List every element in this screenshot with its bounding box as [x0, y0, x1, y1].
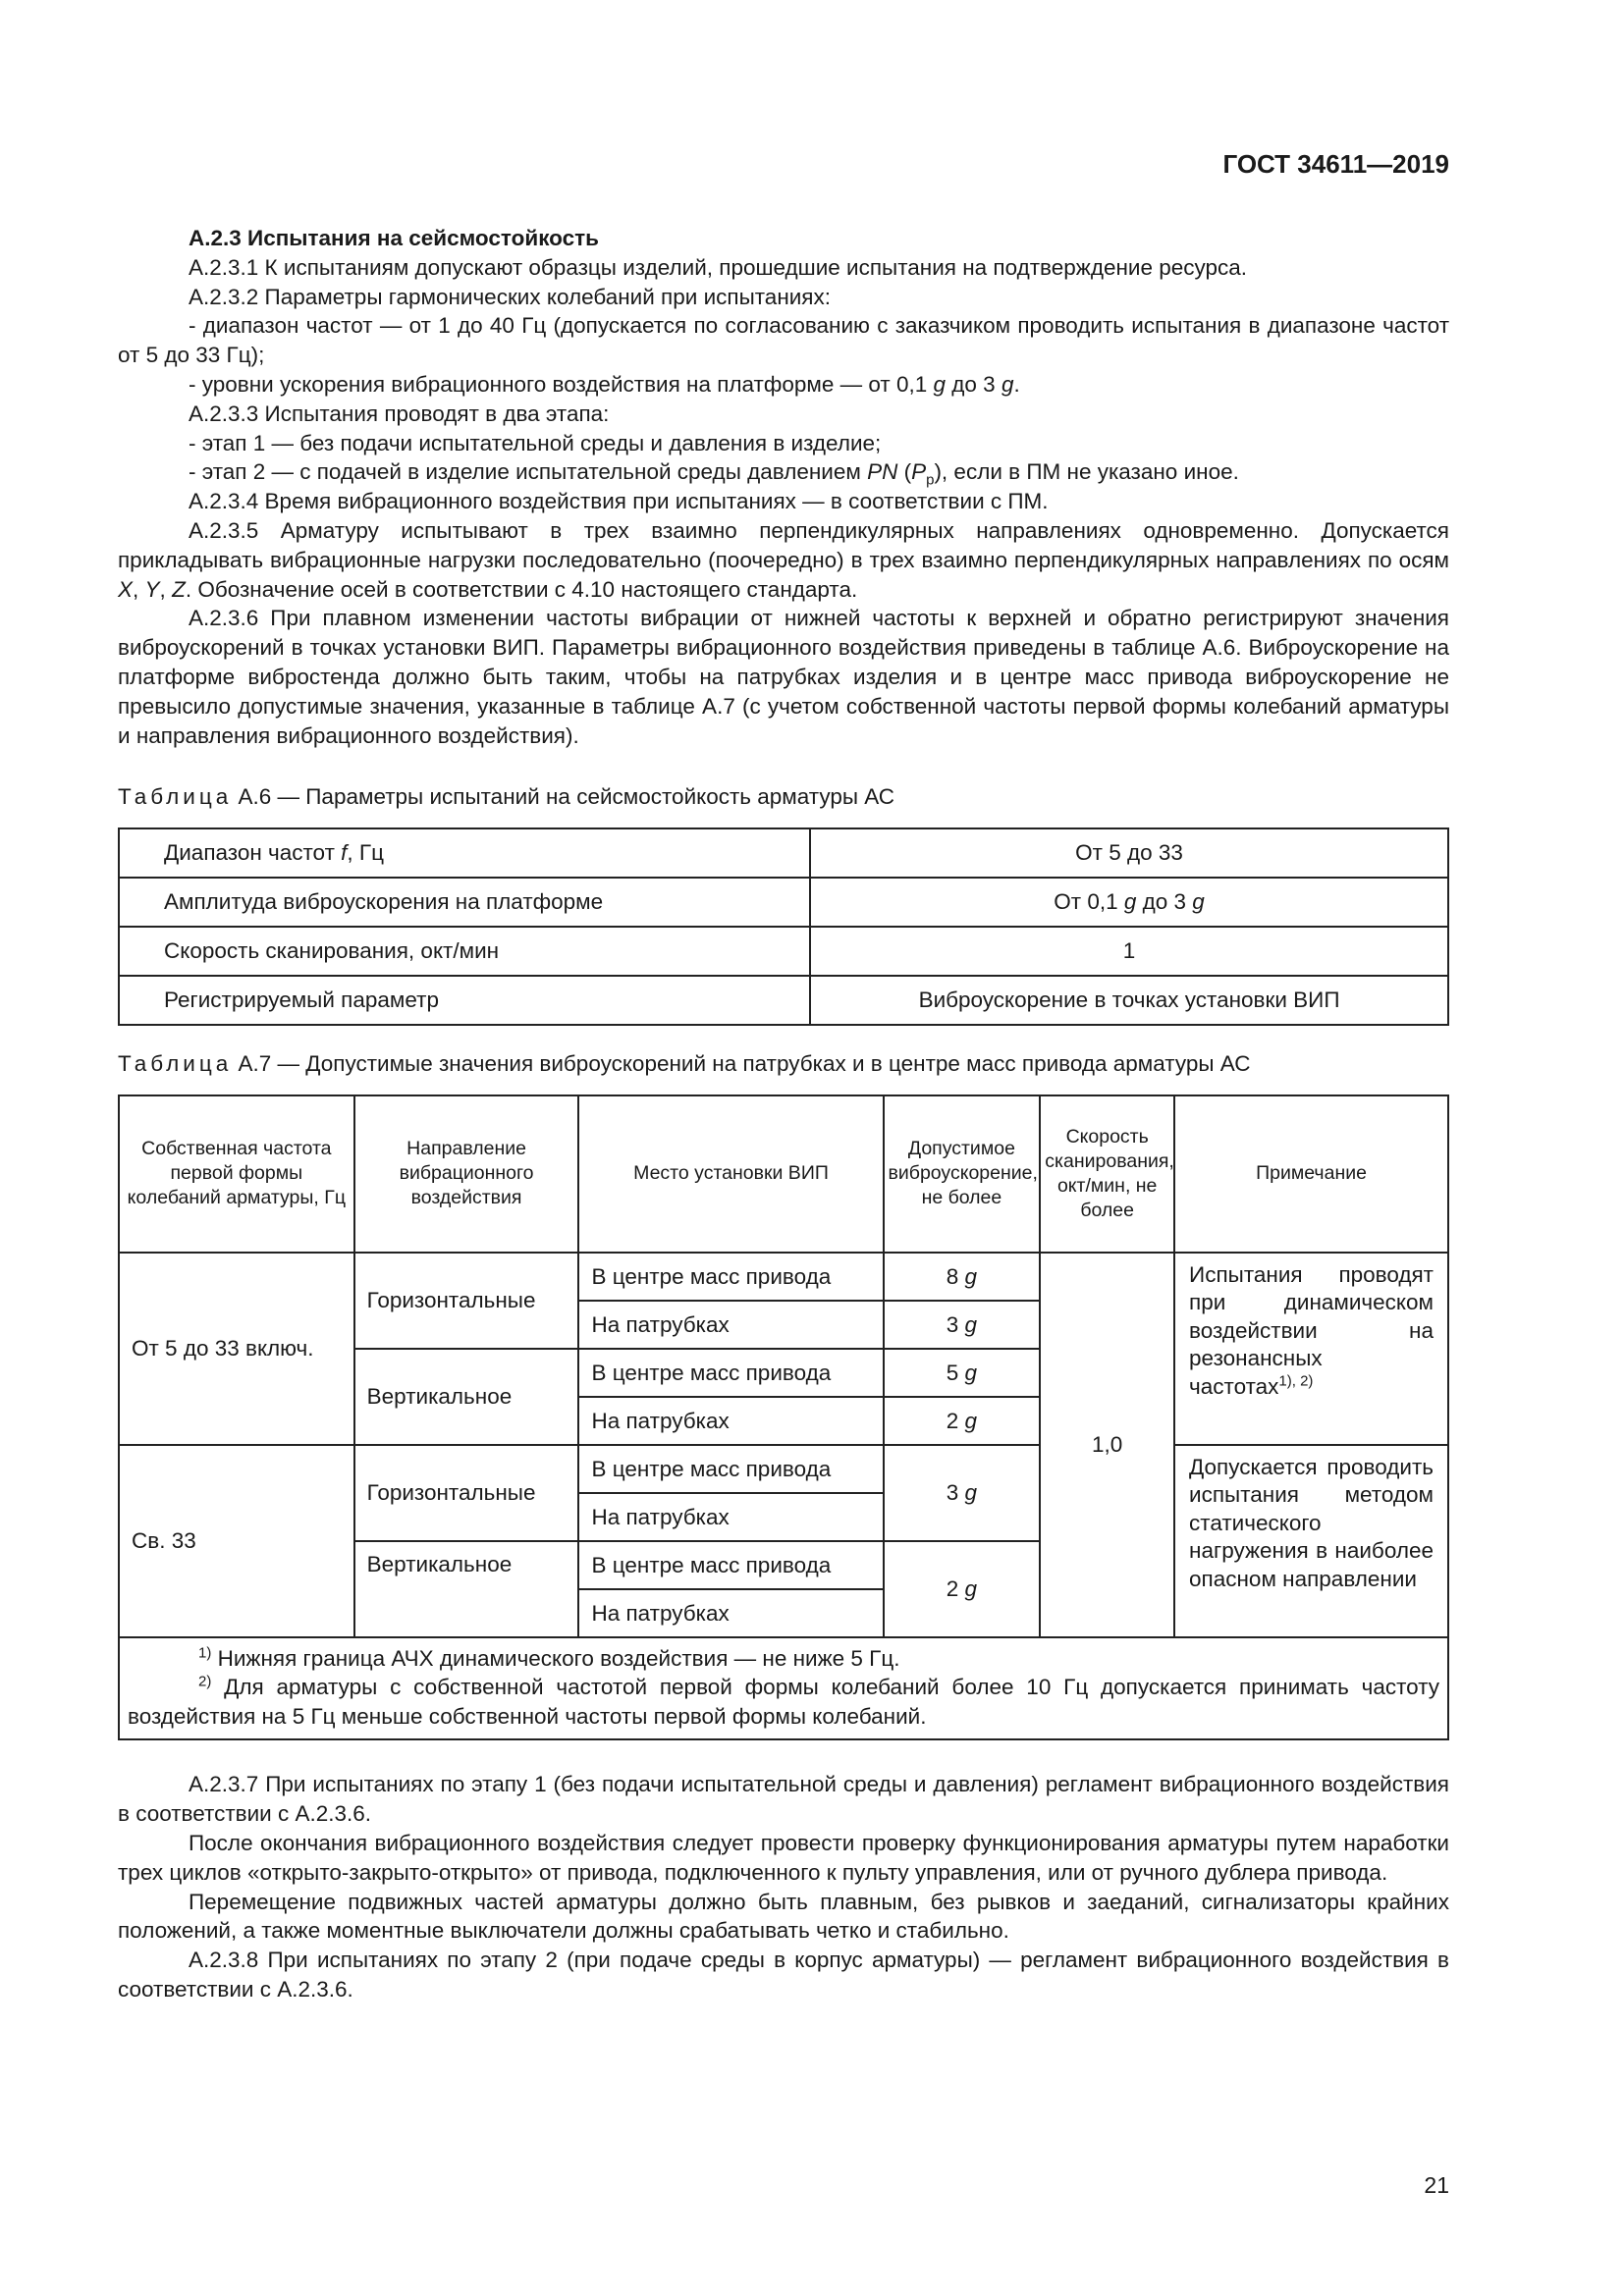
table-a7	[118, 1095, 1449, 1741]
column-header: Допустимое виброускорение, не более	[884, 1095, 1041, 1253]
table-row	[119, 828, 1448, 878]
location-cell: На патрубках	[578, 1301, 883, 1349]
clause-a-2-3-2: А.2.3.2 Параметры гармонических колебаний при испытаниях:	[189, 284, 831, 309]
clause-a-2-3-5: А.2.3.5 Арматуру испытывают в трех взаимно перпендикулярных направлениях одновременно. Допускается прикладывать вибрационные нагрузки последовательно (поочередно) в трех взаимно перпендикулярных направлениях по осям X, Y, Z. Обозначение осей в соответствии с 4.10 настоящего стандарта.	[118, 517, 1449, 602]
post-table-text	[118, 1770, 1449, 2003]
functional-check-paragraph: После окончания вибрационного воздействия следует провести проверку функционирования арматуры путем наработки трех циклов «открыто-закрыто-открыто» от привода, подключенного к пульту управления, или от ручного дублера привода.	[118, 1831, 1449, 1885]
clause-a-2-3-3: А.2.3.3 Испытания проводят в два этапа:	[189, 400, 610, 426]
page-number: 21	[1424, 2172, 1449, 2198]
footnotes	[119, 1637, 1448, 1740]
direction-cell: Вертикальное	[354, 1541, 579, 1637]
moving-parts-paragraph: Перемещение подвижных частей арматуры должно быть плавным, без рывков и заеданий, сигнализаторы крайних положений, а также моментные выключатели должны срабатывать четко и стабильно.	[118, 1889, 1449, 1944]
clause-a-2-3-6: А.2.3.6 При плавном изменении частоты вибрации от нижней частоты к верхней и обратно регистрируют значения виброускорений в точках установки ВИП. Параметры вибрационного воздействия приведены в таблице А.6. Виброускорение на платформе вибростенда должно быть таким, чтобы на патрубках изделия и в центре масс привода виброускорение не превысило допустимые значения, указанные в таблице А.7 (с учетом собственной частоты первой формы колебаний арматуры и направления вибрационного воздействия).	[118, 606, 1449, 748]
accel-cell: 2 g	[884, 1397, 1041, 1445]
column-header: Примечание	[1174, 1095, 1448, 1253]
footnote-1: $^{1)}$ Нижняя граница АЧХ динамического воздействия — не ниже 5 Гц.	[198, 1644, 900, 1671]
location-cell: В центре масс привода	[578, 1349, 883, 1397]
table-cell: От 0,1 g до 3 g	[810, 878, 1448, 927]
accel-cell: 5 g	[884, 1349, 1041, 1397]
table-a6-caption: Таблица А.6 — Параметры испытаний на сейсмостойкость арматуры АС	[118, 784, 895, 810]
table-row	[119, 1253, 1448, 1301]
footnote-2: $^{2)}$ Для арматуры с собственной частотой первой формы колебаний более 10 Гц допускается принимать частоту воздействия на 5 Гц меньше собственной частоты первой формы колебаний.	[128, 1673, 1439, 1729]
page-body	[118, 224, 1449, 2004]
freq-band-cell: От 5 до 33 включ.	[119, 1253, 354, 1445]
location-cell: В центре масс привода	[578, 1541, 883, 1589]
direction-cell: Вертикальное	[354, 1349, 579, 1445]
table-header-row	[119, 1095, 1448, 1253]
location-cell: В центре масс привода	[578, 1253, 883, 1301]
column-header: Место установки ВИП	[578, 1095, 883, 1253]
bullet-acceleration-levels: - уровни ускорения вибрационного воздействия на платформе — от 0,1 g до 3 g.	[189, 371, 1020, 397]
table-cell: Регистрируемый параметр	[119, 976, 810, 1025]
freq-band-cell: Св. 33	[119, 1445, 354, 1637]
scan-speed-cell: 1,0	[1040, 1253, 1174, 1637]
column-header: Скорость сканирования, окт/мин, не более	[1040, 1095, 1174, 1253]
bullet-frequency-range: - диапазон частот — от 1 до 40 Гц (допускается по согласованию с заказчиком проводить испытания в диапазоне частот от 5 до 33 Гц);	[118, 313, 1449, 368]
accel-cell: 2 g	[884, 1541, 1041, 1637]
table-cell: 1	[810, 927, 1448, 976]
table-row	[119, 927, 1448, 976]
clause-a-2-3-7: А.2.3.7 При испытаниях по этапу 1 (без подачи испытательной среды и давления) регламент вибрационного воздействия в соответствии с А.2.3.6.	[118, 1772, 1449, 1827]
table-cell: Скорость сканирования, окт/мин	[119, 927, 810, 976]
stage-1: - этап 1 — без подачи испытательной среды и давления в изделие;	[189, 430, 882, 455]
table-cell: Амплитуда виброускорения на платформе	[119, 878, 810, 927]
section-heading: А.2.3 Испытания на сейсмостойкость	[189, 226, 599, 250]
accel-cell: 3 g	[884, 1445, 1041, 1541]
accel-cell: 8 g	[884, 1253, 1041, 1301]
location-cell: На патрубках	[578, 1589, 883, 1637]
footnote-row	[119, 1637, 1448, 1740]
column-header: Направление вибрационного воздействия	[354, 1095, 579, 1253]
table-a7-caption: Таблица А.7 — Допустимые значения виброускорений на патрубках и в центре масс привода арматуры АС	[118, 1051, 1251, 1077]
clause-a-2-3-8: А.2.3.8 При испытаниях по этапу 2 (при подаче среды в корпус арматуры) — регламент вибрационного воздействия в соответствии с А.2.3.6.	[118, 1948, 1449, 2002]
table-row	[119, 1445, 1448, 1493]
note-cell: Испытания проводят при динамическом воздействии на резонансных частотах$^{1), 2)}$	[1174, 1253, 1448, 1445]
accel-cell: 3 g	[884, 1301, 1041, 1349]
clause-a-2-3-1: А.2.3.1 К испытаниям допускают образцы изделий, прошедшие испытания на подтверждение ресурса.	[189, 254, 1248, 280]
stage-2: - этап 2 — с подачей в изделие испытательной среды давлением PN $(P_р)$, если в ПМ не указано иное.	[189, 459, 1239, 489]
table-row	[119, 878, 1448, 927]
location-cell: На патрубках	[578, 1397, 883, 1445]
location-cell: В центре масс привода	[578, 1445, 883, 1493]
table-row	[119, 976, 1448, 1025]
column-header: Собственная частота первой формы колебаний арматуры, Гц	[119, 1095, 354, 1253]
location-cell: На патрубках	[578, 1493, 883, 1541]
table-a6	[118, 828, 1449, 1026]
direction-cell: Горизонтальные	[354, 1253, 579, 1349]
note-cell: Допускается проводить испытания методом статического нагружения в наиболее опасном направлении	[1174, 1445, 1448, 1637]
table-cell: Диапазон частот f, Гц	[119, 828, 810, 878]
document-number: ГОСТ 34611—2019	[1222, 149, 1449, 179]
clause-a-2-3-4: А.2.3.4 Время вибрационного воздействия при испытаниях — в соответствии с ПМ.	[189, 489, 1049, 514]
table-cell: Виброускорение в точках установки ВИП	[810, 976, 1448, 1025]
table-cell: От 5 до 33	[810, 828, 1448, 878]
direction-cell: Горизонтальные	[354, 1445, 579, 1541]
